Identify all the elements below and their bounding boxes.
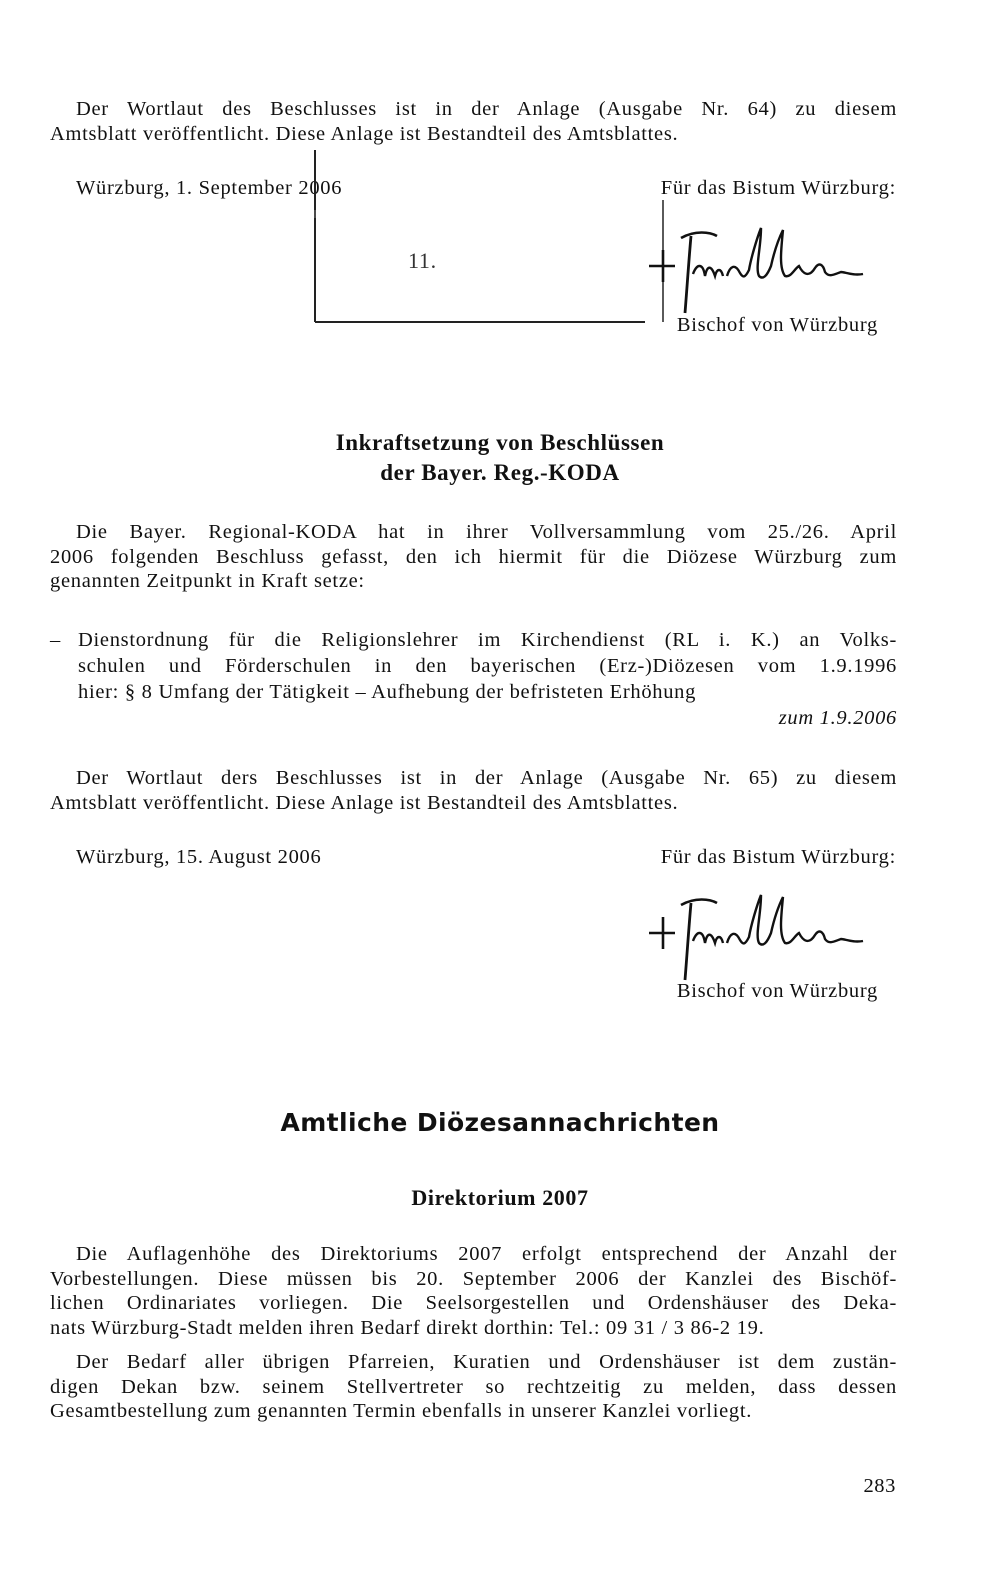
text-line: Der Wortlaut ders Beschlusses ist in der Anlage (Ausgabe Nr. 65) zu diesem xyxy=(76,767,897,789)
text-line: 2006 folgenden Beschluss gefasst, den ich hiermit für die Diözese Würzburg zum xyxy=(50,545,897,568)
text-line: hier: § 8 Umfang der Tätigkeit – Aufhebung der befristeten Erhöhung xyxy=(78,681,697,703)
stamp-text: 11. xyxy=(408,248,437,273)
signer-title: Bischof von Würzburg xyxy=(676,314,878,336)
main-heading: Amtliche Diözesannachrichten xyxy=(280,1108,720,1137)
text-line: Amtsblatt veröffentlicht. Diese Anlage ist Bestandteil des Amtsblattes. xyxy=(50,791,679,814)
text-line: genannten Zeitpunkt in Kraft setze: xyxy=(50,570,365,592)
section-heading: Inkraftsetzung von Beschlüssen xyxy=(335,430,665,455)
text-line: Die Auflagenhöhe des Direktoriums 2007 erfolgt entsprechend der Anzahl der xyxy=(76,1243,897,1265)
effective-date: zum 1.9.2006 xyxy=(778,707,897,729)
list-dash: – xyxy=(50,629,61,651)
stamp-frame xyxy=(300,150,680,335)
text-line: Gesamtbestellung zum genannten Termin ebenfalls in unserer Kanzlei vorliegt. xyxy=(50,1400,753,1422)
section-heading: der Bayer. Reg.-KODA xyxy=(380,460,620,485)
text-line: nats Würzburg-Stadt melden ihren Bedarf direkt dorthin: Tel.: 09 31 / 3 86-2 19. xyxy=(50,1316,765,1339)
page-number: 283 xyxy=(863,1475,896,1497)
text-line: Die Bayer. Regional-KODA hat in ihrer Vollversammlung vom 25./26. April xyxy=(76,521,897,543)
for-diocese-label: Für das Bistum Würzburg: xyxy=(660,846,896,868)
text-line: Der Wortlaut des Beschlusses ist in der Anlage (Ausgabe Nr. 64) zu diesem xyxy=(76,98,897,120)
paragraph-direktorium-1 xyxy=(50,1242,897,1340)
text-line: Der Bedarf aller übrigen Pfarreien, Kuratien und Ordenshäuser ist dem zustän- xyxy=(76,1351,897,1373)
signature-image xyxy=(645,218,875,318)
text-line: Amtsblatt veröffentlicht. Diese Anlage ist Bestandteil des Amtsblattes. xyxy=(50,122,679,145)
text-line: digen Dekan bzw. seinem Stellvertreter so rechtzeitig zu melden, dass dessen xyxy=(50,1375,897,1398)
signer-title: Bischof von Würzburg xyxy=(676,980,878,1002)
text-line: lichen Ordinariates vorliegen. Die Seelsorgestellen und Ordenshäuser des Deka- xyxy=(50,1292,897,1314)
text-line: Dienstordnung für die Religionslehrer im Kirchendienst (RL i. K.) an Volks- xyxy=(78,629,897,651)
list-item xyxy=(50,627,897,731)
text-line: Vorbestellungen. Diese müssen bis 20. September 2006 der Kanzlei des Bischöf- xyxy=(50,1267,897,1290)
place-date: Würzburg, 1. September 2006 xyxy=(76,177,343,199)
paragraph-intro xyxy=(50,520,897,594)
paragraph-direktorium-2 xyxy=(50,1350,897,1424)
text-line: schulen und Förderschulen in den bayerischen (Erz-)Diözesen vom 1.9.1996 xyxy=(78,655,897,677)
signature-image xyxy=(645,885,875,985)
paragraph-wortlaut-64 xyxy=(50,97,897,146)
paragraph-wortlaut-65 xyxy=(50,766,897,815)
place-date: Würzburg, 15. August 2006 xyxy=(76,846,322,868)
for-diocese-label: Für das Bistum Würzburg: xyxy=(660,177,896,199)
sub-heading: Direktorium 2007 xyxy=(411,1185,589,1210)
